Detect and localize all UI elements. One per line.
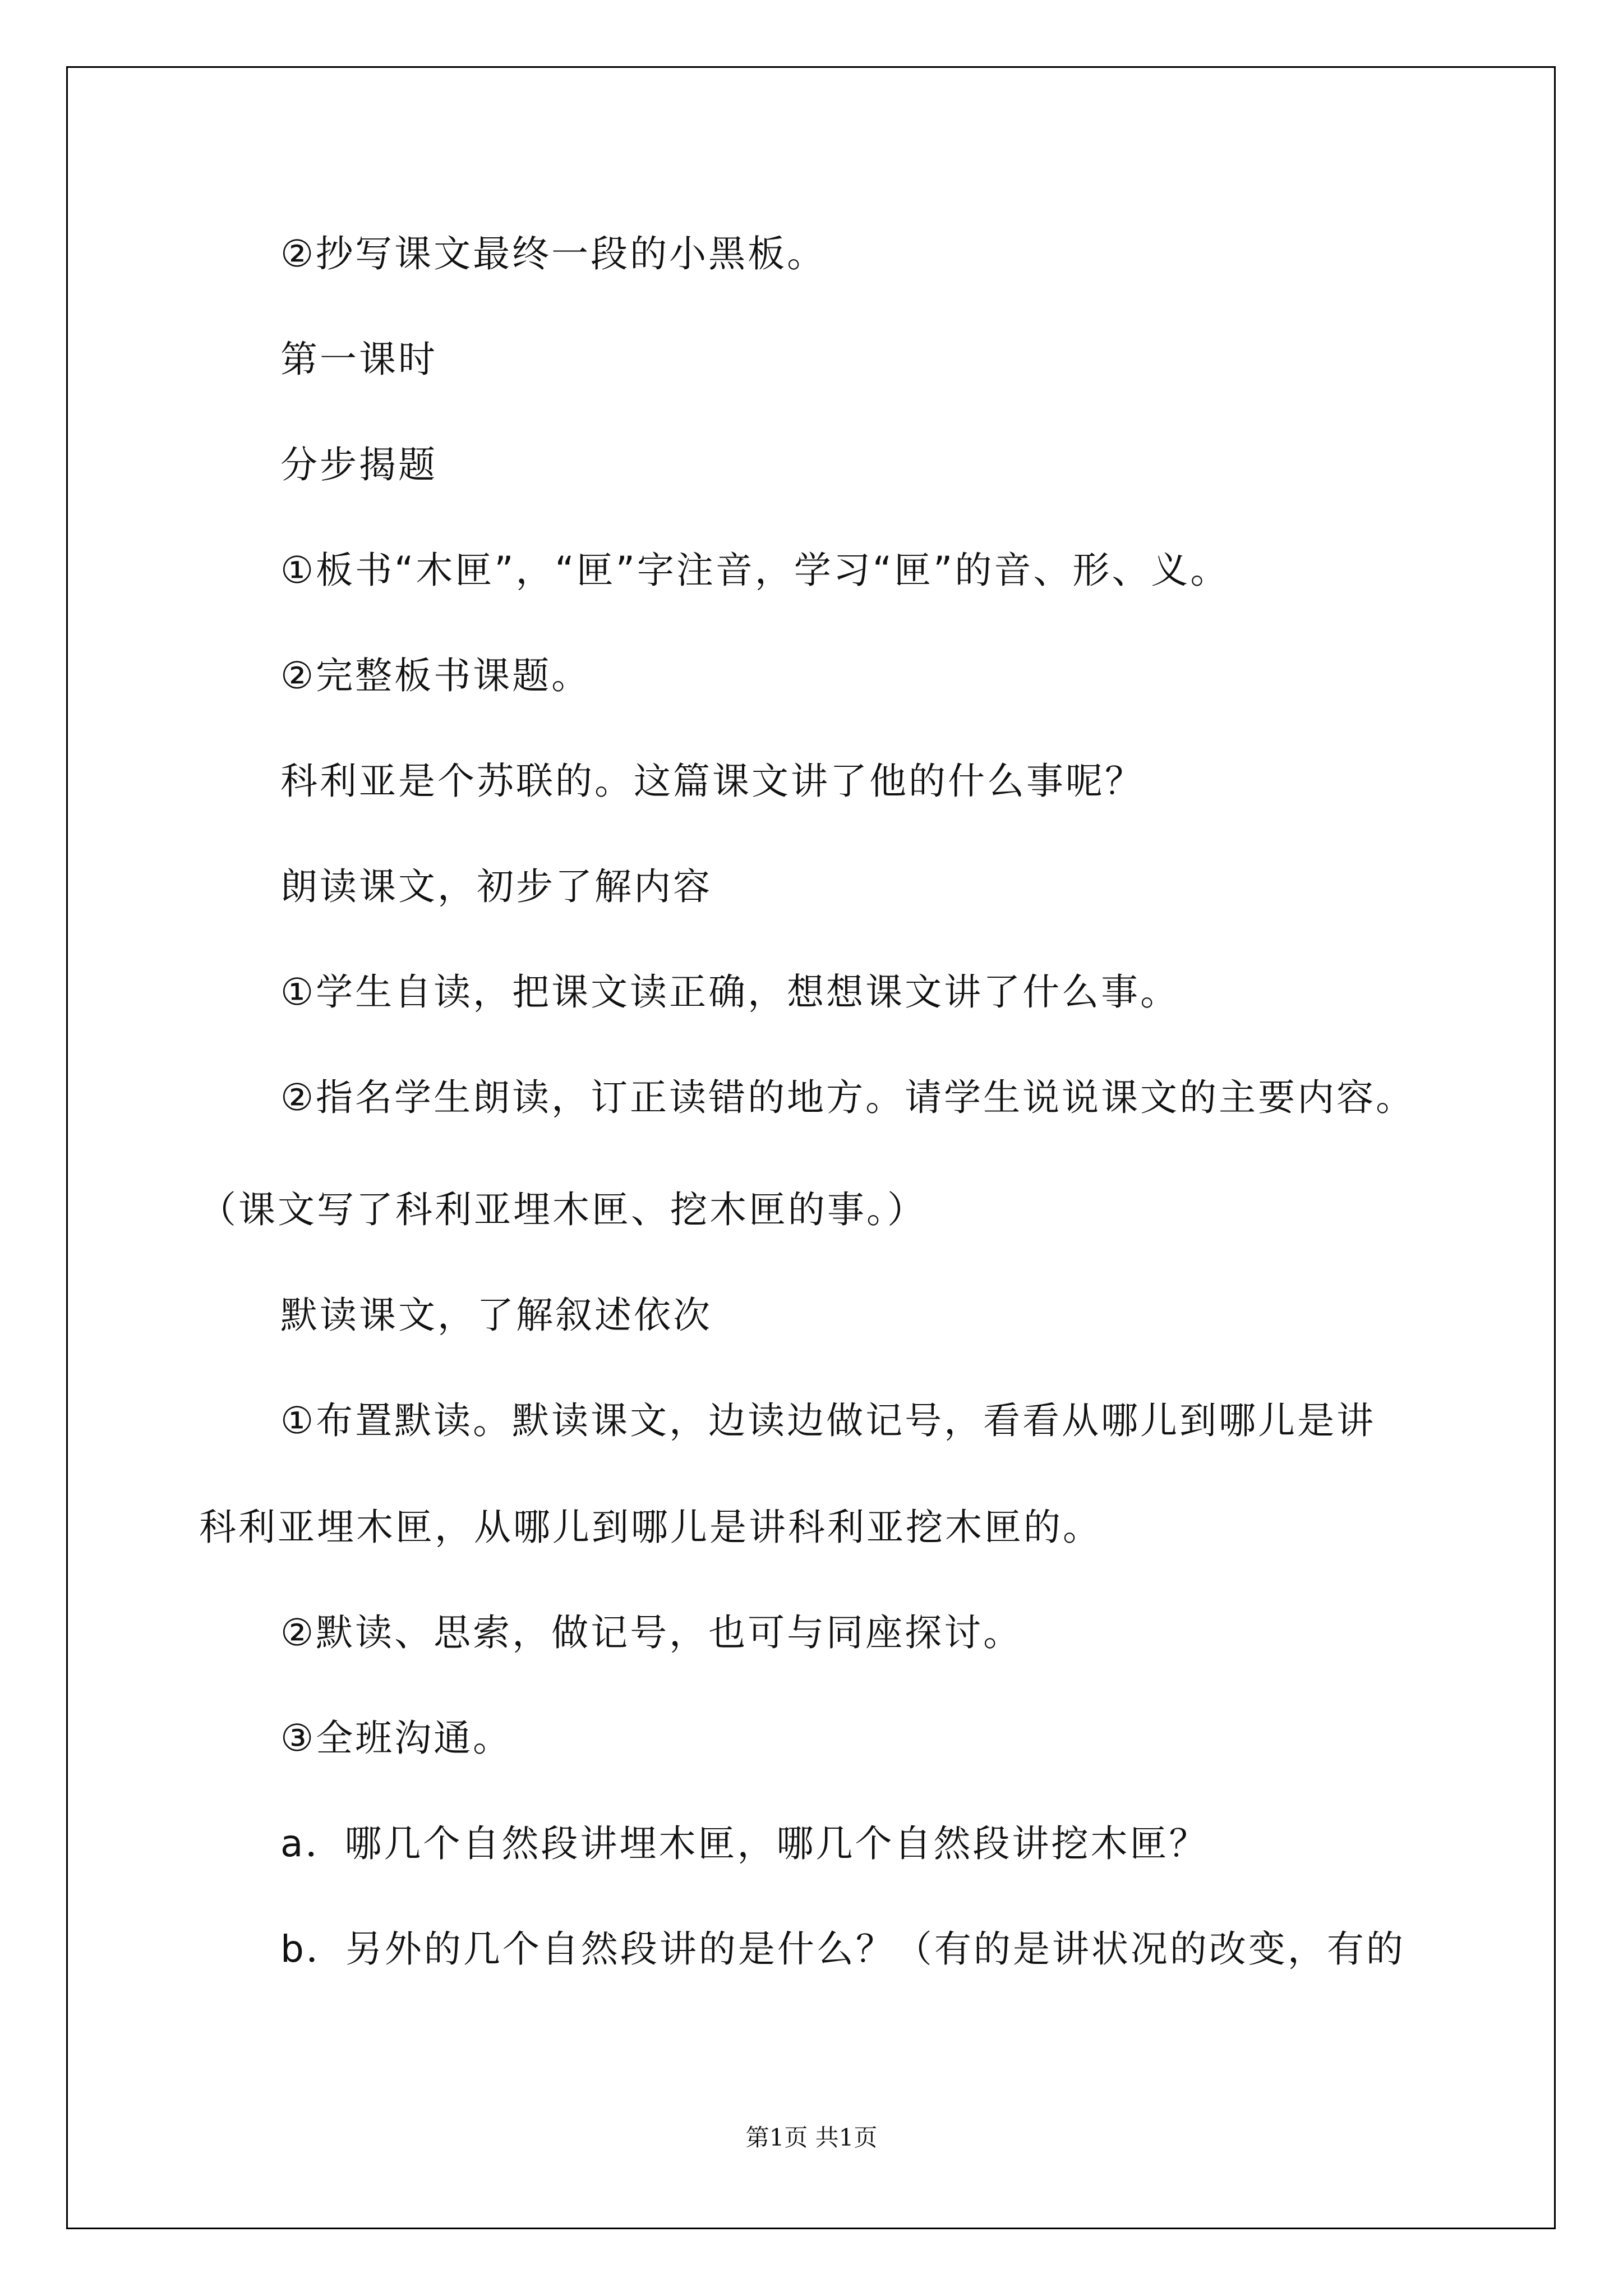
- paragraph-8: ①学生自读，把课文读正确，想想课文讲了什么事。: [280, 970, 1180, 1014]
- paragraph-11: 默读课文，了解叙述依次: [280, 1294, 712, 1337]
- page-footer: 第1页 共1页: [745, 2124, 878, 2151]
- paragraph-16: a．哪几个自然段讲埋木匣，哪几个自然段讲挖木匣？: [280, 1822, 1209, 1865]
- paragraph-7: 朗读课文，初步了解内容: [280, 865, 712, 908]
- paragraph-2: 第一课时: [280, 338, 437, 381]
- paragraph-4: ①板书“木匣”，“匣”字注音，学习“匣”的音、形、义。: [280, 549, 1230, 592]
- paragraph-15: ③全班沟通。: [280, 1717, 513, 1760]
- paragraph-9: ②指名学生朗读，订正读错的地方。请学生说说课文的主要内容。: [280, 1076, 1415, 1119]
- paragraph-14: ②默读、思索，做记号，也可与同座探讨。: [280, 1611, 1023, 1654]
- paragraph-1: ②抄写课文最终一段的小黑板。: [280, 232, 827, 275]
- page-border: [66, 66, 1556, 2229]
- paragraph-5: ②完整板书课题。: [280, 654, 591, 697]
- paragraph-6: 科利亚是个苏联的。这篇课文讲了他的什么事呢？: [280, 760, 1144, 803]
- paragraph-12: ①布置默读。默读课文，边读边做记号，看看从哪儿到哪儿是讲: [280, 1399, 1376, 1442]
- paragraph-13: 科利亚埋木匣，从哪儿到哪儿是讲科利亚挖木匣的。: [199, 1506, 1102, 1549]
- paragraph-3: 分步揭题: [280, 443, 437, 486]
- paragraph-10: （课文写了科利亚埋木匣、挖木匣的事。）: [199, 1188, 926, 1231]
- paragraph-17: b．另外的几个自然段讲的是什么？（有的是讲状况的改变，有的: [280, 1927, 1405, 1971]
